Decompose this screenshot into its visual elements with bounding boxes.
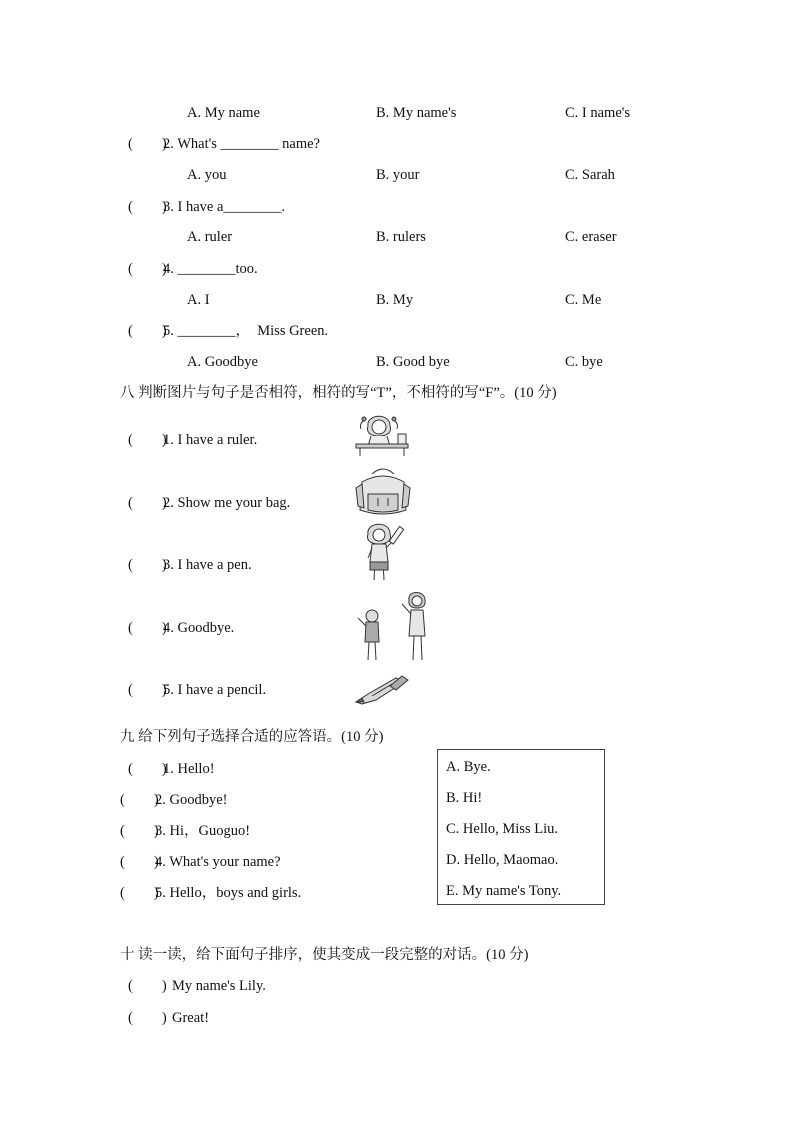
answer-blank[interactable]: ( ) (128, 261, 167, 277)
prompt-text: 3. Hi，Guoguo! (155, 823, 251, 839)
option-a: A. you (187, 167, 227, 183)
dialogue-line: My name's Lily. (172, 978, 266, 994)
statement-text: 1. I have a ruler. (163, 432, 258, 448)
option-b: B. rulers (376, 229, 426, 245)
option-a: A. Goodbye (187, 354, 258, 370)
answer-blank[interactable]: ( ) (120, 885, 159, 901)
question-text: 3. I have a________. (163, 199, 286, 215)
order-blank[interactable]: ( ) (128, 978, 167, 994)
option-a: A. My name (187, 105, 260, 121)
answer-blank[interactable]: ( ) (128, 432, 167, 448)
answer-blank[interactable]: ( ) (128, 495, 167, 511)
answer-blank[interactable]: ( ) (120, 823, 159, 839)
backpack-icon (352, 466, 414, 516)
question-text: 4. ________too. (163, 261, 258, 277)
option-c: C. Me (565, 292, 602, 308)
question-text: 2. What's ________ name? (163, 136, 320, 152)
section-8-title: 八 判断图片与句子是否相符，相符的写“T”，不相符的写“F”。(10 分) (120, 385, 557, 401)
option-a: A. ruler (187, 229, 233, 245)
option-c: C. Sarah (565, 167, 615, 183)
option-b: B. My (376, 292, 414, 308)
dialogue-line: Great! (172, 1010, 210, 1026)
answer-blank[interactable]: ( ) (128, 557, 167, 573)
response-option: D. Hello, Maomao. (446, 852, 559, 868)
option-b: B. your (376, 167, 420, 183)
answer-blank[interactable]: ( ) (128, 323, 167, 339)
section-9-title: 九 给下列句子选择合适的应答语。(10 分) (120, 729, 384, 745)
girl-with-ruler-icon (360, 522, 412, 584)
response-option: C. Hello, Miss Liu. (446, 821, 558, 837)
question-text: 5. ________， Miss Green. (163, 323, 329, 339)
answer-blank[interactable]: ( ) (128, 761, 167, 777)
answer-blank[interactable]: ( ) (128, 199, 167, 215)
option-a: A. I (187, 292, 210, 308)
statement-text: 4. Goodbye. (163, 620, 235, 636)
statement-text: 2. Show me your bag. (163, 495, 291, 511)
answer-blank[interactable]: ( ) (128, 682, 167, 698)
section-10-title: 十 读一读，给下面句子排序，使其变成一段完整的对话。(10 分) (120, 947, 529, 963)
prompt-text: 4. What's your name? (155, 854, 281, 870)
pen-icon (352, 672, 410, 706)
option-c: C. bye (565, 354, 603, 370)
prompt-text: 2. Goodbye! (155, 792, 228, 808)
boy-and-girl-waving-icon (352, 590, 432, 662)
prompt-text: 1. Hello! (163, 761, 215, 777)
response-options-box (437, 749, 605, 905)
option-c: C. I name's (565, 105, 631, 121)
answer-blank[interactable]: ( ) (120, 792, 159, 808)
order-blank[interactable]: ( ) (128, 1010, 167, 1026)
answer-blank[interactable]: ( ) (120, 854, 159, 870)
option-b: B. My name's (376, 105, 457, 121)
response-option: E. My name's Tony. (446, 883, 562, 899)
answer-blank[interactable]: ( ) (128, 136, 167, 152)
statement-text: 3. I have a pen. (163, 557, 252, 573)
girl-at-desk-icon (352, 410, 412, 456)
option-c: C. eraser (565, 229, 617, 245)
prompt-text: 5. Hello，boys and girls. (155, 885, 302, 901)
statement-text: 5. I have a pencil. (163, 682, 267, 698)
option-b: B. Good bye (376, 354, 450, 370)
response-option: A. Bye. (446, 759, 491, 775)
response-option: B. Hi! (446, 790, 483, 806)
answer-blank[interactable]: ( ) (128, 620, 167, 636)
